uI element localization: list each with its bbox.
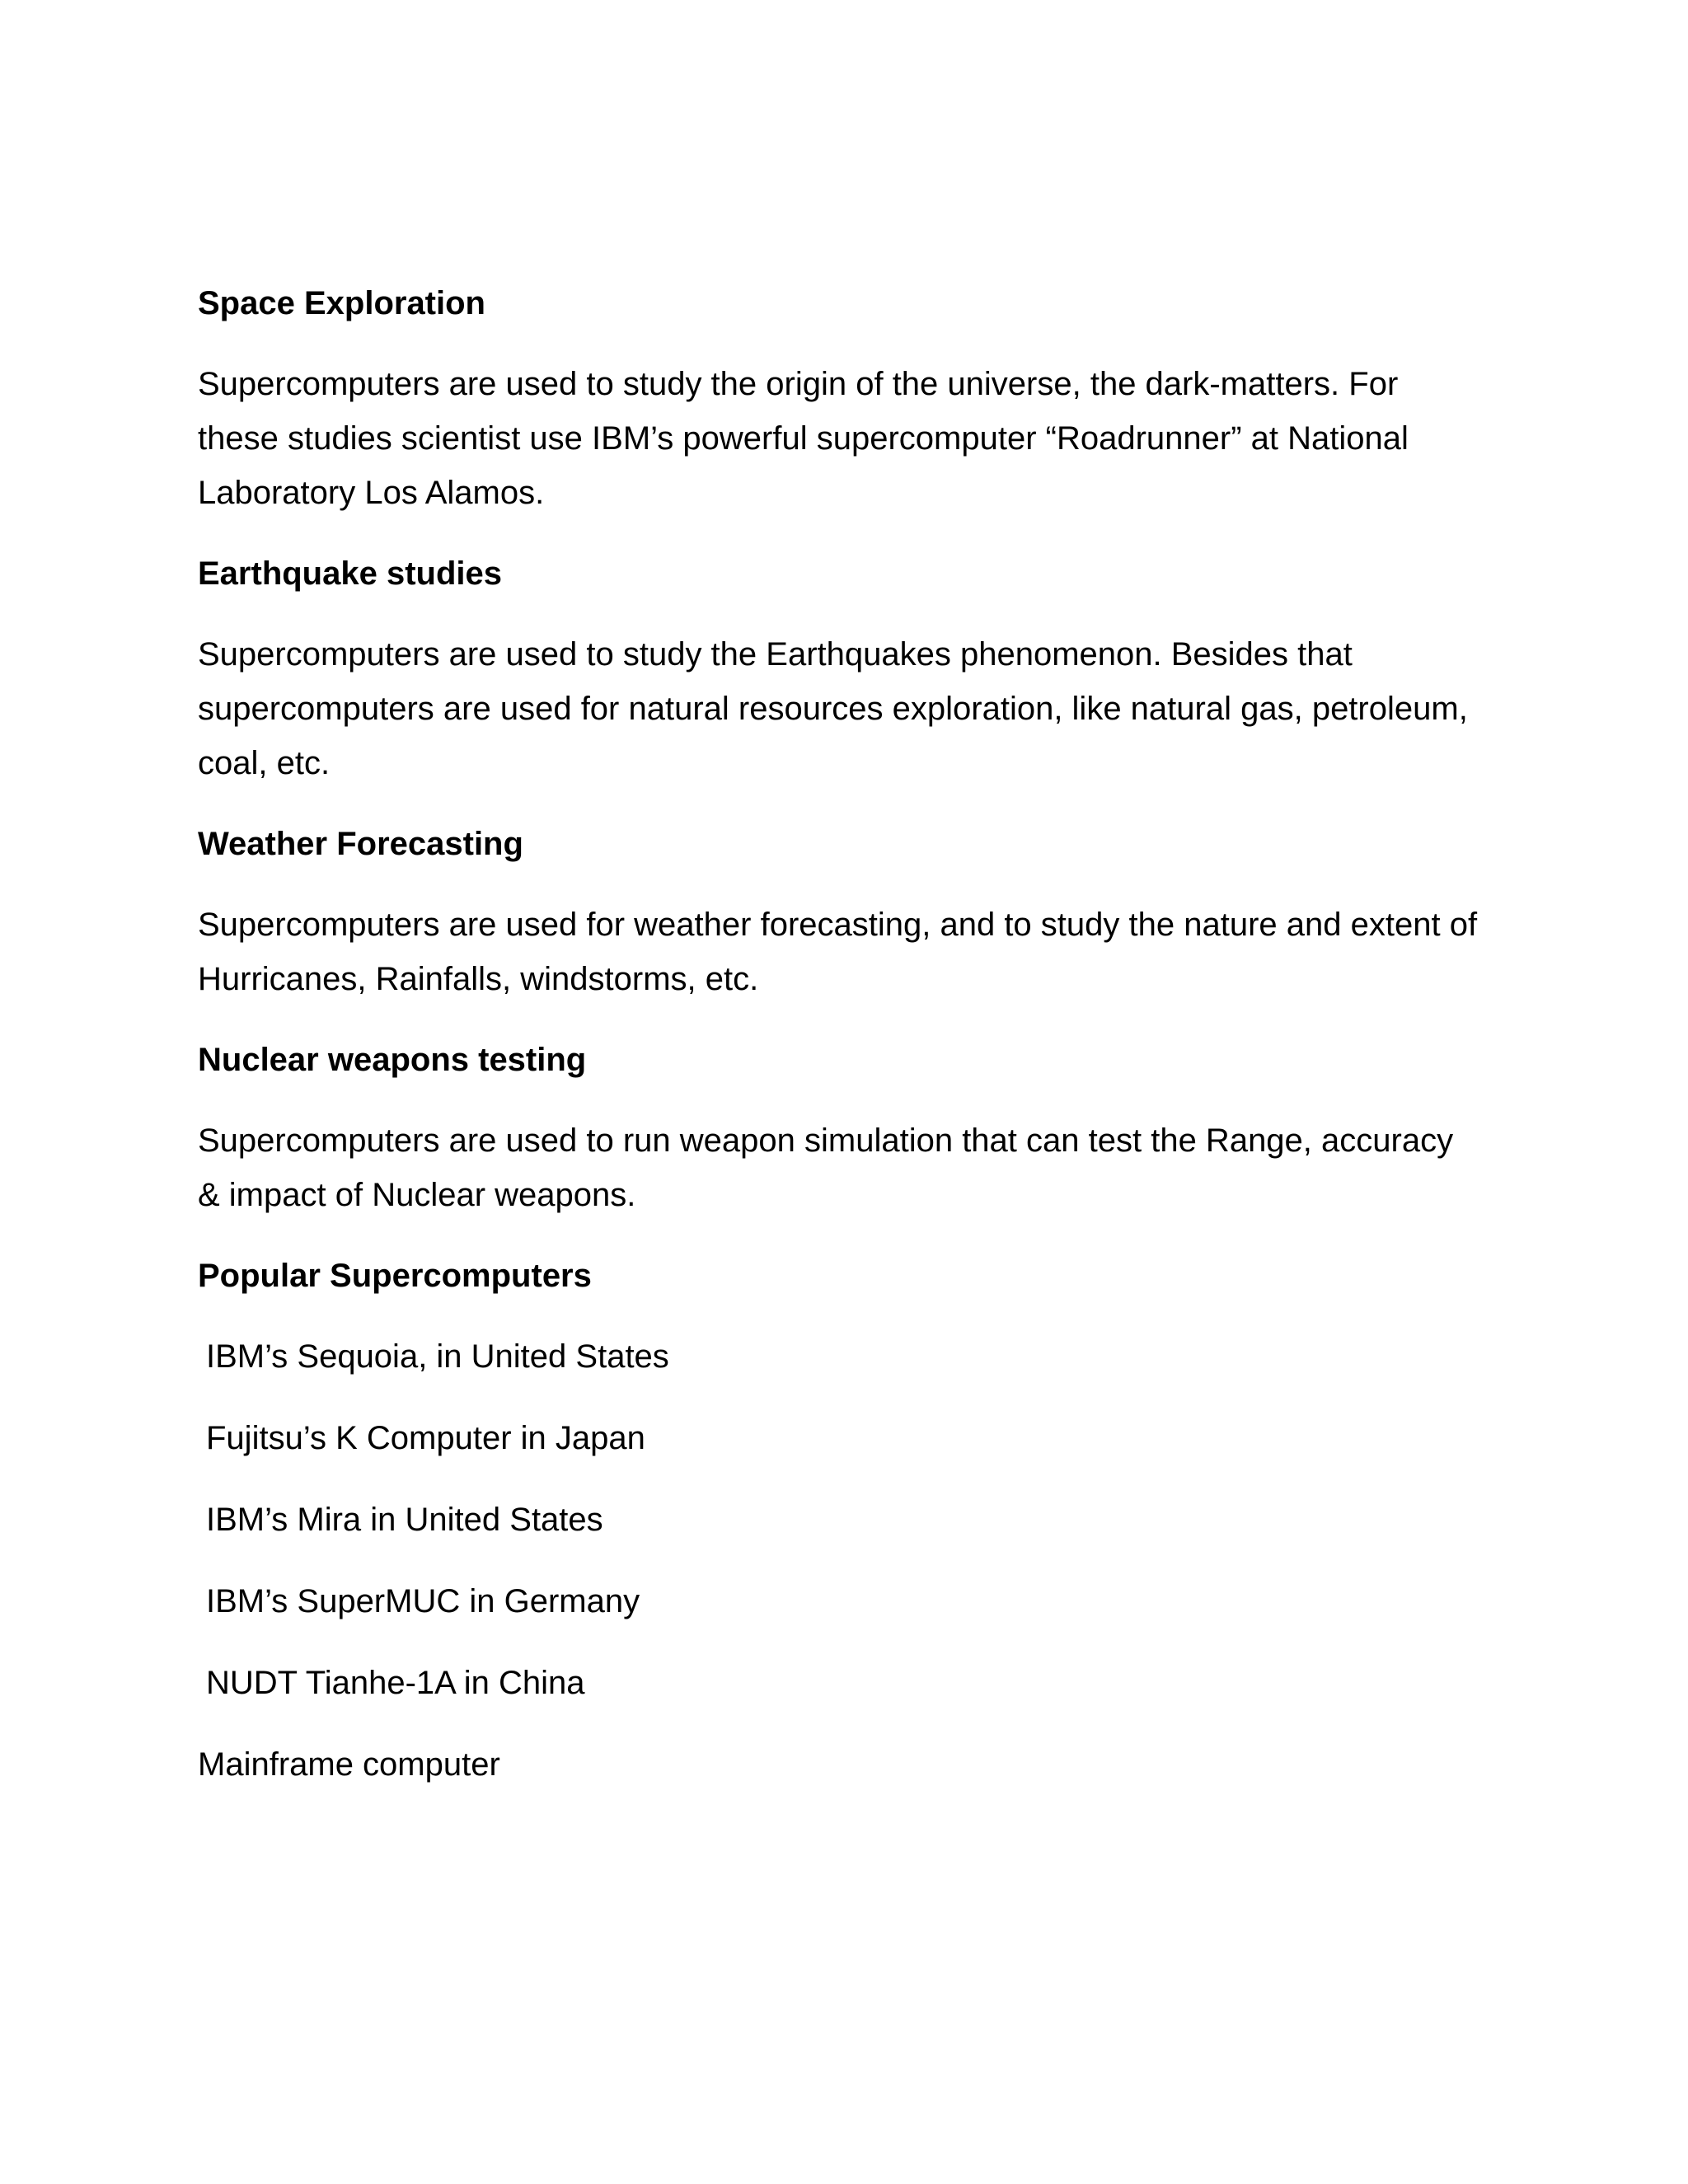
list-item: IBM’s Mira in United States bbox=[206, 1502, 603, 1538]
section-body-nuclear-weapons-testing: Supercomputers are used to run weapon simulation that can test the Range, accuracy & impact of Nuclear weapons. bbox=[198, 1122, 1454, 1213]
list-item: IBM’s SuperMUC in Germany bbox=[206, 1583, 640, 1619]
section-heading-earthquake-studies: Earthquake studies bbox=[198, 555, 503, 592]
section-body-space-exploration: Supercomputers are used to study the origin of the universe, the dark-matters. For these studies scientist use IBM’s powerful supercomputer “Roadrunner” at National Laboratory Los Alamos. bbox=[198, 366, 1409, 511]
section-heading-nuclear-weapons-testing: Nuclear weapons testing bbox=[198, 1042, 587, 1078]
section-body-earthquake-studies: Supercomputers are used to study the Earthquakes phenomenon. Besides that supercomputers are used for natural resources exploration, like natural gas, petroleum, coal, etc. bbox=[198, 636, 1468, 781]
section-heading-weather-forecasting: Weather Forecasting bbox=[198, 826, 523, 862]
section-heading-space-exploration: Space Exploration bbox=[198, 285, 485, 321]
document-page bbox=[198, 276, 1484, 1792]
section-heading-popular-supercomputers: Popular Supercomputers bbox=[198, 1258, 592, 1294]
list-item: IBM’s Sequoia, in United States bbox=[206, 1338, 669, 1375]
section-body-weather-forecasting: Supercomputers are used for weather forecasting, and to study the nature and extent of Hurricanes, Rainfalls, windstorms, etc. bbox=[198, 907, 1478, 997]
list-item: Fujitsu’s K Computer in Japan bbox=[206, 1420, 645, 1456]
list-item: NUDT Tianhe-1A in China bbox=[206, 1665, 585, 1701]
trailing-text-mainframe: Mainframe computer bbox=[198, 1746, 500, 1783]
